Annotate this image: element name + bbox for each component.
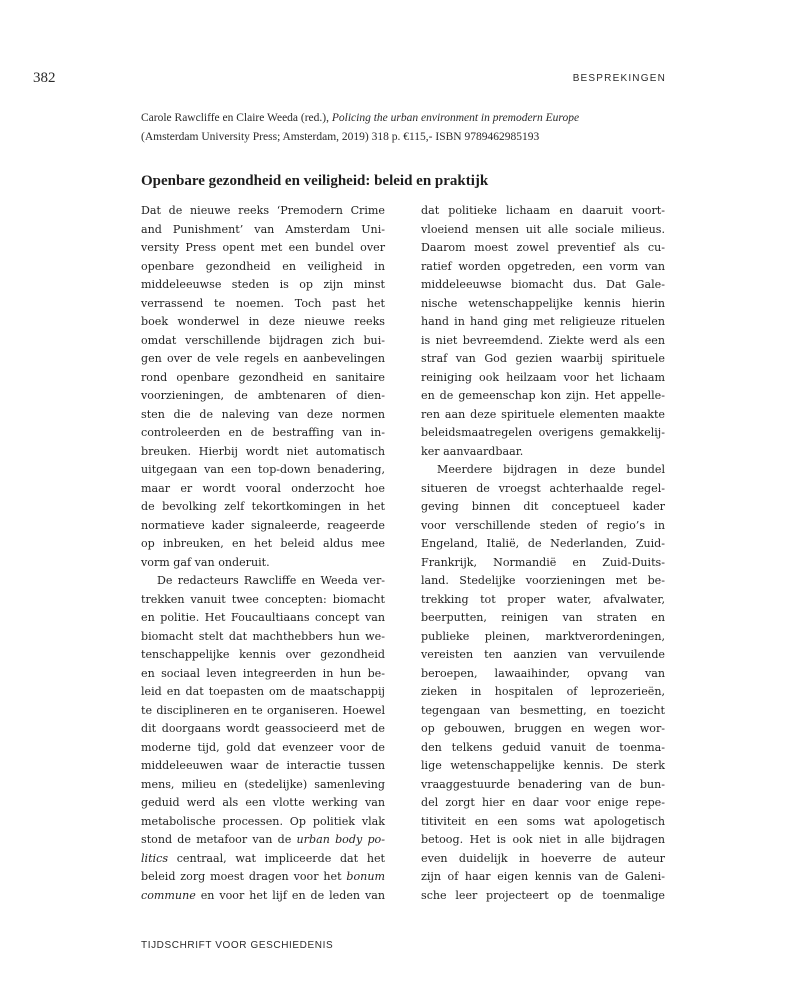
text-run: en voor het lijf en de leden van bbox=[195, 888, 385, 902]
text-line: sten die de naleving van deze normen bbox=[141, 407, 385, 421]
italic-term-bonum: bonum bbox=[346, 870, 385, 883]
text-line: voor verschillende steden of regio’s in bbox=[421, 518, 665, 532]
text-line: mens, milieu en (stedelijke) samenleving bbox=[141, 777, 385, 791]
text-line: rond openbare gezondheid en sanitaire bbox=[141, 370, 385, 384]
text-line: zieken in hospitalen of leprozerieën, bbox=[421, 685, 665, 698]
text-line: geduid werd als een vlotte werking van bbox=[141, 796, 385, 809]
italic-term-urban-body-politics-cont: litics bbox=[141, 851, 169, 865]
text-line: uitgegaan van een top-down benadering, bbox=[141, 463, 385, 476]
paragraph-end-line: ker aanvaardbaar. bbox=[421, 444, 524, 458]
book-citation bbox=[141, 109, 701, 147]
text-line: middeleeuwse biomacht dus. Dat Gale- bbox=[421, 278, 665, 291]
text-line: op inbreuken, en het beleid aldus mee bbox=[141, 537, 385, 550]
text-line: straf van God gezien waarbij spirituele bbox=[421, 352, 665, 365]
text-line: Daarom moest zowel preventief als cu- bbox=[421, 241, 665, 254]
running-head: BESPREKINGEN bbox=[572, 73, 666, 84]
text-line: ratief worden opgetreden, een vorm van bbox=[421, 259, 665, 273]
text-run: centraal, wat impliceerde dat het bbox=[168, 851, 385, 865]
text-line: breuken. Hierbij wordt niet automatisch bbox=[141, 444, 385, 458]
text-line: tenschappelijke kennis over gezondheid bbox=[141, 648, 385, 661]
text-line: biomacht stelt dat machthebbers hun we- bbox=[141, 629, 385, 643]
text-line: dit doorgaans wordt geassocieerd met de bbox=[141, 722, 385, 735]
text-line: trekken vanuit twee concepten: biomacht bbox=[141, 592, 385, 606]
text-line: vraaggestuurde benadering van de bun- bbox=[421, 777, 665, 791]
citation-line-1 bbox=[141, 109, 701, 128]
text-line: openbare gezondheid en veiligheid in bbox=[141, 259, 385, 273]
text-line: omdat verschillende bijdragen zich bui- bbox=[141, 333, 385, 347]
text-line: boek wonderwel in deze nieuwe reeks bbox=[141, 315, 385, 328]
text-line: sche leer projecteert op de toenmalige bbox=[421, 888, 665, 902]
citation-publication: (Amsterdam University Press; Amsterdam, 2019) 318 p. €115,- ISBN 9789462985193 bbox=[141, 131, 540, 143]
text-line: zijn of haar eigen kennis van de Galeni- bbox=[421, 870, 665, 883]
text-line: normatieve kader signaleerde, reageerde bbox=[141, 518, 385, 532]
text-line bbox=[141, 887, 385, 906]
text-line: titiviteit en een soms wat apologetisch bbox=[421, 814, 665, 828]
text-line: middeleeuwen waar de interactie tussen bbox=[141, 759, 385, 772]
text-line: beerputten, reinigen van straten en bbox=[421, 611, 665, 624]
text-line: land. Stedelijke voorzieningen met be- bbox=[421, 574, 665, 587]
text-line bbox=[141, 850, 385, 869]
text-line: maar er wordt vooral onderzocht hoe bbox=[141, 481, 385, 495]
left-column bbox=[141, 202, 385, 905]
page-number: 382 bbox=[33, 70, 56, 86]
text-run: stond de metafoor van de bbox=[141, 833, 297, 846]
text-line: verrassend te noemen. Toch past het bbox=[141, 296, 385, 310]
text-line: Engeland, Italië, de Nederlanden, Zuid- bbox=[421, 537, 665, 550]
text-line: en sociaal leven integreerden in hun be- bbox=[141, 666, 385, 680]
citation-book-title: Policing the urban environment in premodern Europe bbox=[331, 112, 580, 124]
text-line: de bevolking zelf tekortkomingen in het bbox=[141, 500, 385, 513]
text-run: beleid zorg moest dragen voor het bbox=[141, 870, 347, 883]
text-line: even duidelijk in hoeverre de auteur bbox=[421, 851, 665, 865]
text-line: geving binnen dit conceptueel kader bbox=[421, 500, 665, 513]
text-line: vereisten ten aanzien van vervuilende bbox=[421, 648, 665, 661]
text-line: reiniging ook heilzaam voor het lichaam bbox=[421, 370, 665, 384]
paragraph-start-line: De redacteurs Rawcliffe en Weeda ver- bbox=[157, 574, 385, 587]
paragraph-end-line: vorm gaf van onderuit. bbox=[141, 555, 270, 569]
paragraph-start-line: Meerdere bijdragen in deze bundel bbox=[437, 463, 665, 476]
text-line: ren aan deze spirituele elementen maakte bbox=[421, 407, 665, 421]
italic-term-urban-body-politics: urban body po- bbox=[296, 833, 385, 846]
text-line: dat politieke lichaam en daaruit voort- bbox=[421, 204, 665, 217]
text-line: trekking tot proper water, afvalwater, bbox=[421, 592, 665, 606]
citation-authors: Carole Rawcliffe en Claire Weeda (red.), bbox=[141, 112, 332, 124]
text-line: controleerden en de bestraffing van in- bbox=[141, 426, 385, 439]
text-line: and Punishment’ van Amsterdam Uni- bbox=[141, 222, 385, 236]
text-line: voorzieningen, de ambtenaren of dien- bbox=[141, 389, 385, 402]
text-line: vloeiend mensen uit alle sociale milieus. bbox=[421, 222, 665, 236]
text-line: op gebouwen, bruggen en wegen wor- bbox=[421, 722, 665, 735]
text-line: betoog. Het is ook niet in alle bijdragen bbox=[421, 833, 665, 846]
text-line: publieke pleinen, marktverordeningen, bbox=[421, 629, 665, 643]
text-line: leid en dat toepasten om de maatschappij bbox=[141, 685, 385, 698]
text-line: versity Press opent met een bundel over bbox=[141, 241, 385, 254]
text-line: is niet bevreemdend. Ziekte werd als een bbox=[421, 333, 665, 347]
text-line: moderne tijd, gold dat evenzeer voor de bbox=[141, 740, 385, 754]
text-line: situeren de vroegst achterhaalde regel- bbox=[421, 481, 665, 495]
text-line: tegengaan van besmetting, en toezicht bbox=[421, 703, 665, 717]
text-line: te disciplineren en te organiseren. Hoewel bbox=[141, 703, 385, 717]
text-line bbox=[141, 868, 385, 887]
text-line: Frankrijk, Normandië en Zuid-Duits- bbox=[421, 555, 665, 569]
text-line: beleidsmaatregelen overigens gemakkelij- bbox=[421, 426, 665, 439]
text-line: middeleeuwse steden is op zijn minst bbox=[141, 278, 385, 291]
text-line: en de gemeenschap kon zijn. Het appelle- bbox=[421, 389, 665, 402]
text-line: lige wetenschappelijke kennis. De sterk bbox=[421, 759, 665, 772]
text-line: del zorgt hier en daar voor enige repe- bbox=[421, 796, 665, 809]
review-title: Openbare gezondheid en veiligheid: beleid en praktijk bbox=[141, 173, 489, 190]
text-line: Dat de nieuwe reeks ‘Premodern Crime bbox=[141, 204, 385, 217]
text-line: beroepen, lawaaihinder, opvang van bbox=[421, 666, 665, 680]
text-line: den telkens geduid vanuit de toenma- bbox=[421, 740, 665, 754]
text-line: gen over de vele regels en aanbevelingen bbox=[141, 352, 385, 365]
right-column bbox=[421, 202, 665, 905]
text-line bbox=[141, 831, 385, 850]
text-line: metabolische processen. Op politiek vlak bbox=[141, 814, 385, 828]
journal-footer: TIJDSCHRIFT VOOR GESCHIEDENIS bbox=[141, 940, 334, 951]
italic-term-commune: commune bbox=[141, 888, 196, 902]
text-line: nische wetenschappelijke kennis hierin bbox=[421, 296, 665, 310]
text-line: en politie. Het Foucaultiaans concept van bbox=[141, 611, 385, 624]
text-line: hand in hand ging met religieuze rituelen bbox=[421, 315, 665, 328]
